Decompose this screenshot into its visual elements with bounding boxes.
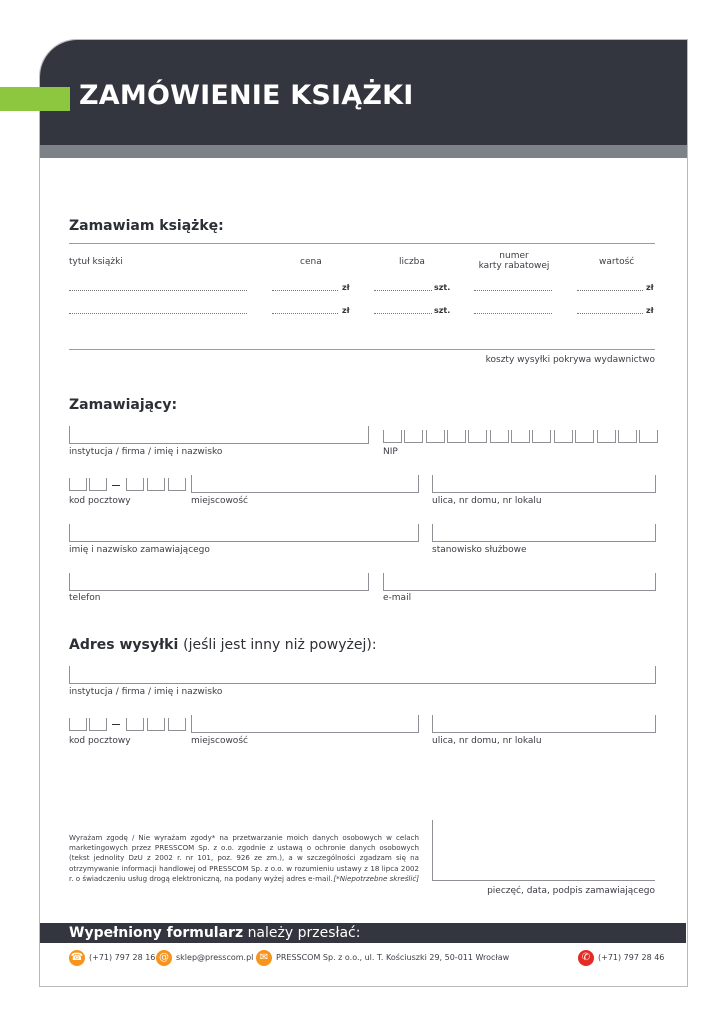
- ship-institution-label: instytucja / firma / imię i nazwisko: [69, 687, 223, 697]
- nip-digit[interactable]: [383, 430, 402, 443]
- nip-digit[interactable]: [426, 430, 445, 443]
- nip-digit[interactable]: [597, 430, 616, 443]
- row2-value-unit: zł: [646, 306, 654, 315]
- institution-label: instytucja / firma / imię i nazwisko: [69, 447, 223, 457]
- shipping-heading: [69, 637, 377, 653]
- ship-institution-field[interactable]: [69, 666, 656, 684]
- fax-number: (+71) 797 28 16: [89, 953, 156, 962]
- page-title: ZAMÓWIENIE KSIĄŻKI: [79, 80, 414, 111]
- nip-digit[interactable]: [554, 430, 573, 443]
- postal-digit[interactable]: [126, 478, 144, 491]
- city-label: miejscowość: [191, 496, 248, 506]
- phone-number: (+71) 797 28 46: [598, 953, 665, 962]
- ship-city-field[interactable]: [191, 715, 419, 733]
- row2-count-unit: szt.: [434, 306, 451, 315]
- ship-street-label: ulica, nr domu, nr lokalu: [432, 736, 542, 746]
- postal-dash: [112, 485, 120, 486]
- email-label: e-mail: [383, 593, 412, 603]
- col-card: [478, 251, 550, 271]
- row1-price-unit: zł: [342, 283, 350, 292]
- signature-label: pieczęć, data, podpis zamawiającego: [487, 886, 655, 896]
- envelope-icon: ✉: [256, 950, 272, 966]
- footer-heading-bold: Wypełniony formularz: [69, 925, 244, 941]
- row1-value-unit: zł: [646, 283, 654, 292]
- shipping-note: koszty wysyłki pokrywa wydawnictwo: [485, 355, 655, 365]
- postal-digit[interactable]: [147, 478, 165, 491]
- nip-digit[interactable]: [490, 430, 509, 443]
- phone-field[interactable]: [69, 573, 369, 591]
- at-icon: @: [156, 950, 172, 966]
- ship-postal-digit[interactable]: [168, 718, 186, 731]
- row1-card-field[interactable]: [474, 290, 552, 291]
- nip-digit[interactable]: [447, 430, 466, 443]
- nip-digit[interactable]: [511, 430, 530, 443]
- header-stripe: [40, 145, 687, 158]
- street-label: ulica, nr domu, nr lokalu: [432, 496, 542, 506]
- order-bottom-rule: [69, 349, 655, 350]
- col-price: cena: [300, 257, 322, 267]
- street-field[interactable]: [432, 475, 656, 493]
- postal-digit[interactable]: [69, 478, 87, 491]
- row2-title-field[interactable]: [69, 313, 247, 314]
- row1-value-field[interactable]: [577, 290, 643, 291]
- email-field[interactable]: [383, 573, 656, 591]
- postal-address: PRESSCOM Sp. z o.o., ul. T. Kościuszki 29, 50-011 Wrocław: [276, 953, 510, 962]
- ship-city-label: miejscowość: [191, 736, 248, 746]
- ship-postal-dash: [112, 724, 120, 725]
- col-value: wartość: [599, 257, 635, 267]
- ship-street-field[interactable]: [432, 715, 656, 733]
- ship-postal-digit[interactable]: [126, 718, 144, 731]
- order-heading: Zamawiam książkę:: [69, 218, 224, 234]
- row2-value-field[interactable]: [577, 313, 643, 314]
- order-rule: [69, 243, 655, 244]
- nip-digit[interactable]: [575, 430, 594, 443]
- fax-icon: ☎: [69, 950, 85, 966]
- signature-field[interactable]: [432, 820, 655, 881]
- accent-bar: [0, 87, 70, 111]
- nip-digit[interactable]: [532, 430, 551, 443]
- postal-label: kod pocztowy: [69, 496, 131, 506]
- row2-price-unit: zł: [342, 306, 350, 315]
- position-label: stanowisko służbowe: [432, 545, 527, 555]
- row1-title-field[interactable]: [69, 290, 247, 291]
- row2-price-field[interactable]: [272, 313, 338, 314]
- row1-count-field[interactable]: [374, 290, 432, 291]
- position-field[interactable]: [432, 524, 656, 542]
- row2-count-field[interactable]: [374, 313, 432, 314]
- footer-heading-light: należy przesłać:: [247, 925, 361, 941]
- consent-text: [69, 833, 419, 884]
- row1-price-field[interactable]: [272, 290, 338, 291]
- phone-label: telefon: [69, 593, 101, 603]
- col-title: tytuł książki: [69, 257, 123, 267]
- nip-digit[interactable]: [404, 430, 423, 443]
- nip-digit[interactable]: [618, 430, 637, 443]
- row2-card-field[interactable]: [474, 313, 552, 314]
- ship-postal-label: kod pocztowy: [69, 736, 131, 746]
- nip-label: NIP: [383, 447, 398, 457]
- nip-digit[interactable]: [468, 430, 487, 443]
- postal-digit[interactable]: [168, 478, 186, 491]
- col-card-line1: numer: [499, 251, 529, 261]
- phone-icon: ✆: [578, 950, 594, 966]
- consent-footnote: [*Niepotrzebne skreślić]: [333, 873, 419, 883]
- ship-postal-digit[interactable]: [89, 718, 107, 731]
- col-count: liczba: [399, 257, 425, 267]
- col-card-line2: karty rabatowej: [478, 261, 550, 271]
- nip-digit[interactable]: [639, 430, 658, 443]
- ship-postal-digit[interactable]: [69, 718, 87, 731]
- consent-body: Wyrażam zgodę / Nie wyrażam zgody* na przetwarzanie moich danych osobowych w celach marketingowych przez PRESSCOM Sp. z o.o. zgodnie z ustawą o ochronie danych osobowych (tekst jednolity DzU z 2002 r. nr 101, poz. 926 ze zm.), a w szczególności zgadzam się na otrzymywanie informacji handlowej od PRESSCOM Sp. z o.o. w rozumieniu ustawy z 18 lipca 2002 r. o świadczeniu usług drogą elektroniczną, na podany wyżej adres e-mail.: [69, 833, 419, 883]
- shipping-heading-bold: Adres wysyłki: [69, 637, 179, 653]
- postal-digit[interactable]: [89, 478, 107, 491]
- email-link[interactable]: sklep@presscom.pl: [176, 953, 254, 962]
- city-field[interactable]: [191, 475, 419, 493]
- person-label: imię i nazwisko zamawiającego: [69, 545, 210, 555]
- shipping-heading-light: (jeśli jest inny niż powyżej):: [183, 637, 377, 653]
- institution-field[interactable]: [69, 426, 369, 444]
- ship-postal-digit[interactable]: [147, 718, 165, 731]
- footer-heading: [69, 925, 360, 941]
- customer-heading: Zamawiający:: [69, 397, 178, 413]
- person-field[interactable]: [69, 524, 419, 542]
- row1-count-unit: szt.: [434, 283, 451, 292]
